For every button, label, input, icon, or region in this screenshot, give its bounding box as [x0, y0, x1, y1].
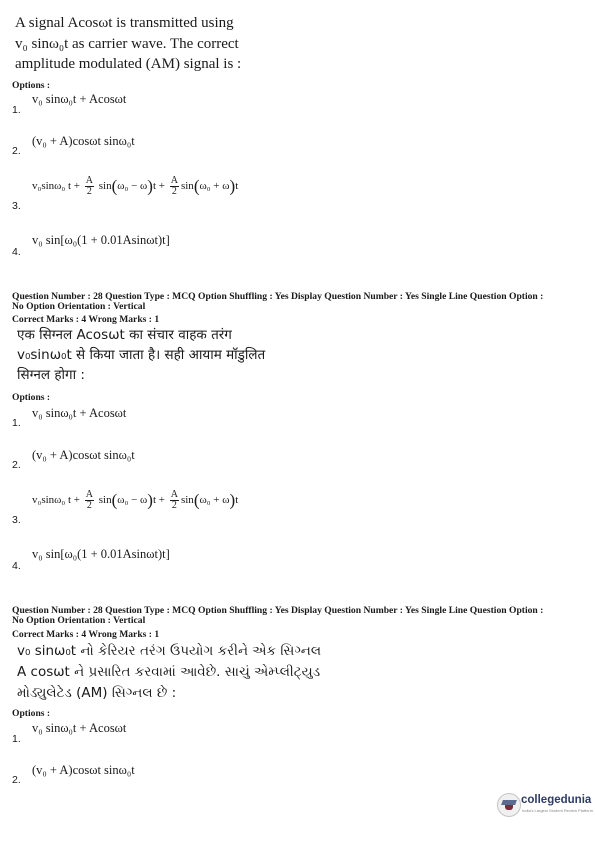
collegedunia-logo — [497, 793, 594, 817]
fraction-numerator: A — [85, 175, 93, 186]
open-paren: ( — [193, 490, 200, 510]
question-meta-line-2: No Option Orientation : Vertical — [12, 615, 146, 626]
option-1-expression: v₀ sinω₀t + Acosωt — [32, 406, 127, 420]
sin-term: sin — [98, 494, 112, 507]
option-3-lead: v₀sinω₀ t + — [32, 180, 81, 193]
option-3-expression — [32, 490, 238, 511]
sin-term: sin — [180, 494, 194, 507]
option-number: 4. — [12, 560, 21, 572]
graduation-cap-icon — [497, 793, 521, 817]
option-number: 1. — [12, 417, 21, 429]
question-gujarati-line-1: v₀ sinω₀t નો કેરિયર તરંગ ઉપયોગ કરીને એક સિગ્નલ — [17, 643, 322, 659]
fraction — [85, 176, 94, 197]
option-number: 3. — [12, 200, 21, 212]
options-label: Options : — [12, 392, 51, 403]
fraction-denominator: 2 — [171, 186, 177, 197]
close-paren: ) — [147, 490, 153, 510]
option-number: 2. — [12, 774, 21, 786]
question-meta-line-1: Question Number : 28 Question Type : MCQ Option Shuffling : Yes Display Question Number : Yes Single Line Question Option : — [12, 605, 544, 616]
option-number: 1. — [12, 104, 21, 116]
question-meta-line-2: No Option Orientation : Vertical — [12, 301, 146, 312]
question-meta-line-3: Correct Marks : 4 Wrong Marks : 1 — [12, 629, 160, 640]
option-2-expression: (v₀ + A)cosωt sinω₀t — [32, 134, 135, 148]
option-3-tail: t — [235, 180, 239, 193]
question-hindi-line-2: v₀sinω₀t से किया जाता है। सही आयाम मॉडुलित — [17, 347, 266, 363]
open-paren: ( — [111, 490, 118, 510]
open-paren: ( — [111, 176, 118, 196]
option-number: 1. — [12, 733, 21, 745]
option-1-expression: v₀ sinω₀t + Acosωt — [32, 721, 127, 735]
fraction — [170, 490, 179, 511]
logo-tagline: India's Largest Student Review Platform — [522, 808, 594, 813]
option-3-expression — [32, 176, 238, 197]
option-number: 2. — [12, 145, 21, 157]
inner-term-2: ω₀ + ω — [199, 494, 230, 507]
option-number: 2. — [12, 459, 21, 471]
question-meta-line-3: Correct Marks : 4 Wrong Marks : 1 — [12, 314, 160, 325]
option-1-expression: v₀ sinω₀t + Acosωt — [32, 92, 127, 106]
options-label: Options : — [12, 708, 51, 719]
logo-wordmark: collegedunia — [521, 794, 592, 806]
question-gujarati-line-2: A cosωt ને પ્રસારિત કરવામાં આવેછે. સાચું એમ્પ્લીટ્યુડ — [17, 664, 321, 680]
inner-term-1: ω₀ − ω — [117, 180, 148, 193]
options-label: Options : — [12, 80, 51, 91]
option-4-expression: v₀ sin[ω₀(1 + 0.01Asinωt)t] — [32, 547, 170, 561]
option-3-lead: v₀sinω₀ t + — [32, 494, 81, 507]
option-3-mid: t + — [152, 494, 165, 507]
fraction-denominator: 2 — [86, 500, 92, 511]
option-4-expression: v₀ sin[ω₀(1 + 0.01Asinωt)t] — [32, 233, 170, 247]
option-2-expression: (v₀ + A)cosωt sinω₀t — [32, 448, 135, 462]
question-hindi-line-1: एक सिग्नल Acosωt का संचार वाहक तरंग — [17, 327, 232, 343]
option-number: 4. — [12, 246, 21, 258]
sin-term: sin — [98, 180, 112, 193]
fraction — [170, 176, 179, 197]
fraction-numerator: A — [85, 489, 93, 500]
question-english-line-2: v₀ sinω₀t as carrier wave. The correct — [15, 36, 239, 52]
fraction — [85, 490, 94, 511]
fraction-denominator: 2 — [86, 186, 92, 197]
open-paren: ( — [193, 176, 200, 196]
fraction-numerator: A — [170, 175, 178, 186]
option-3-mid: t + — [152, 180, 165, 193]
option-number: 3. — [12, 514, 21, 526]
fraction-denominator: 2 — [171, 500, 177, 511]
fraction-numerator: A — [170, 489, 178, 500]
question-meta-line-1: Question Number : 28 Question Type : MCQ Option Shuffling : Yes Display Question Number : Yes Single Line Question Option : — [12, 291, 544, 302]
question-hindi-line-3: सिग्नल होगा : — [17, 367, 85, 383]
option-3-tail: t — [235, 494, 239, 507]
option-2-expression: (v₀ + A)cosωt sinω₀t — [32, 763, 135, 777]
sin-term: sin — [180, 180, 194, 193]
close-paren: ) — [229, 490, 236, 510]
close-paren: ) — [147, 176, 153, 196]
question-gujarati-line-3: મોડ્યુલેટેડ (AM) સિગ્નલ છે : — [17, 685, 177, 701]
close-paren: ) — [229, 176, 236, 196]
question-english-line-1: A signal Acosωt is transmitted using — [15, 15, 234, 31]
inner-term-2: ω₀ + ω — [199, 180, 230, 193]
inner-term-1: ω₀ − ω — [117, 494, 148, 507]
question-english-line-3: amplitude modulated (AM) signal is : — [15, 56, 242, 72]
